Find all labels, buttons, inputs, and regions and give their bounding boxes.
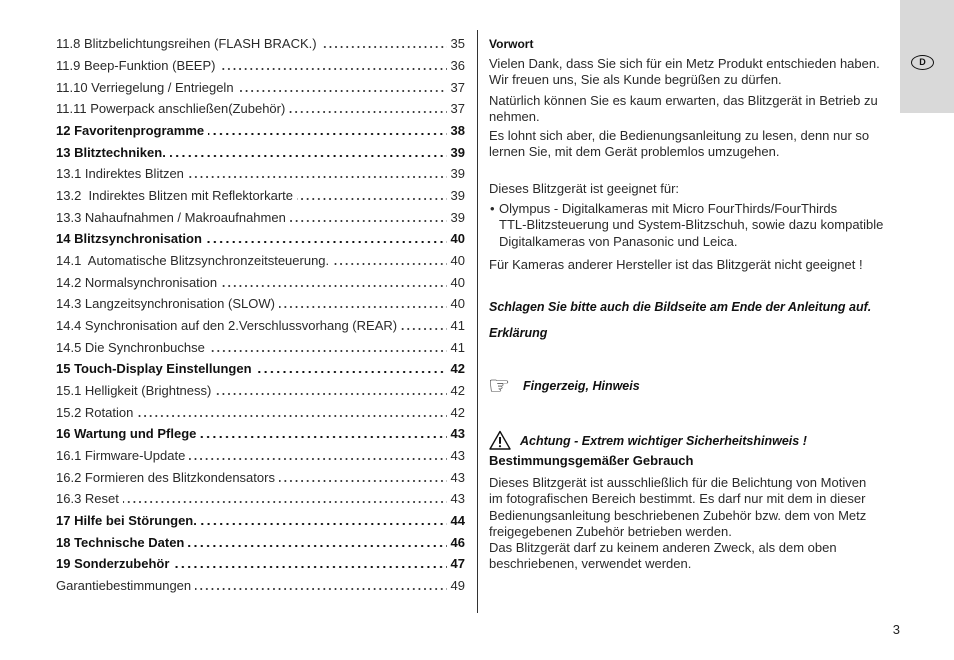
toc-entry-title: 13.1 Indirektes Blitzen [56,166,184,182]
toc-entry-page: 43 [450,426,465,442]
toc-entry-page: 47 [450,556,465,572]
toc-leader-dots [279,480,447,482]
foreword-paragraph: Vielen Dank, dass Sie sich für ein Metz Produkt entschieden haben. Wir freuen uns, Sie als Kunde begrüßen zu dürfen. [489,56,880,88]
foreword-heading: Vorwort [489,37,534,51]
toc-entry-page: 37 [450,101,465,117]
toc-entry [56,315,465,337]
toc-leader-dots [123,501,447,503]
toc-entry-page: 35 [450,36,465,52]
toc-leader-dots [173,566,446,568]
toc-entry-page: 39 [450,209,465,225]
compatibility-intro: Dieses Blitzgerät ist geeignet für: [489,181,680,196]
toc-entry-page: 39 [450,166,465,182]
toc-entry-title: 11.9 Beep-Funktion (BEEP) [56,58,216,73]
toc-entry-title: 11.8 Blitzbelichtungsreihen (FLASH BRACK.) [56,36,317,52]
picture-page-note: Schlagen Sie bitte auch die Bildseite am Ende der Anleitung auf. [489,300,872,314]
toc-entry [56,380,465,402]
toc-entry-page: 41 [450,318,465,334]
toc-entry-title: 16 Wartung und Pflege [56,426,197,442]
toc-entry [56,206,465,228]
pointing-hand-icon [488,372,510,400]
toc-entry [56,33,465,55]
toc-entry-page: 49 [450,578,465,594]
toc-entry-page: 39 [450,188,465,204]
warning-triangle-icon [489,430,511,450]
intended-use-heading: Bestimmungsgemäßer Gebrauch [489,453,694,468]
toc-leader-dots [206,241,447,243]
toc-entry-title: 16.3 Reset [56,491,119,507]
toc-entry [56,120,465,142]
toc-entry [56,76,465,98]
toc-leader-dots [279,306,447,308]
toc-entry [56,531,465,553]
toc-entry [56,466,465,488]
toc-leader-dots [209,350,447,352]
compatibility-item: Olympus - Digitalkameras mit Micro FourThirds/FourThirds TTL-Blitzsteuerung und System-Blitzschuh, sowie dazu kompatible Digitalkameras von Panasonic und Leica. [499,201,884,249]
toc-entry-page: 40 [450,253,465,269]
toc-entry-page: 42 [450,404,465,420]
toc-entry [56,510,465,532]
toc-entry [56,336,465,358]
legend-heading: Erklärung [489,326,548,340]
toc-entry [56,445,465,467]
toc-entry-page: 46 [450,534,465,550]
toc-entry-title: 14 Blitzsynchronisation [56,231,202,247]
page-number: 3 [892,622,900,637]
toc-leader-dots [208,133,446,135]
language-tab [900,0,954,113]
toc-entry-page: 43 [450,491,465,507]
toc-leader-dots [201,523,447,525]
toc-entry [56,141,465,163]
toc-entry [56,553,465,575]
toc-entry [56,185,465,207]
toc-leader-dots [137,415,446,417]
toc-entry-title: Garantiebestimmungen [56,578,192,594]
toc-leader-dots [215,393,446,395]
toc-entry-title: 14.1 Automatische Blitzsynchronzeitsteuerung. [56,253,330,269]
toc-entry-title: 13.3 Nahaufnahmen / Makroaufnahmen [56,209,286,225]
toc-leader-dots [219,68,446,70]
toc-entry [56,358,465,380]
toc-entry-title: 13.2 Indirektes Blitzen mit Reflektorkarte [56,188,293,204]
toc-entry [56,575,465,597]
toc-entry-title: 11.11 Powerpack anschließen(Zubehör) [56,101,286,117]
toc-entry-title: 14.4 Synchronisation auf den 2.Verschlussvorhang (REAR) [56,318,398,334]
toc-entry-title: 15.2 Rotation [56,404,134,420]
toc-entry-page: 36 [450,58,465,73]
toc-entry [56,423,465,445]
toc-entry-title: 19 Sonderzubehör [56,556,170,572]
toc-leader-dots [189,458,446,460]
toc-entry-page: 42 [450,383,465,399]
toc-leader-dots [195,588,446,590]
toc-entry-page: 44 [450,513,465,529]
incompatibility-note: Für Kameras anderer Hersteller ist das Blitzgerät nicht geeignet ! [489,257,863,272]
toc-entry-title: 14.2 Normalsynchronisation [56,274,218,290]
language-badge: D [911,55,934,70]
toc-entry-title: 16.1 Firmware-Update [56,448,186,464]
toc-leader-dots [200,436,446,438]
toc-entry-page: 40 [450,231,465,247]
compatibility-list [489,201,883,250]
toc-entry-page: 39 [450,144,465,160]
toc-leader-dots [333,263,446,265]
toc-entry [56,488,465,510]
toc-entry [56,293,465,315]
toc-leader-dots [221,285,446,287]
toc-leader-dots [256,371,447,373]
toc-entry-title: 18 Technische Daten [56,534,185,550]
toc-entry-title: 15 Touch-Display Einstellungen [56,361,252,377]
toc-entry-page: 40 [450,274,465,290]
toc-entry-title: 15.1 Helligkeit (Brightness) [56,383,212,399]
toc-entry [56,228,465,250]
toc-entry [56,55,465,77]
toc-leader-dots [188,545,446,547]
toc-leader-dots [170,155,447,157]
toc-entry [56,163,465,185]
toc-entry-page: 42 [450,361,465,377]
foreword-paragraph: Es lohnt sich aber, die Bedienungsanleitung zu lesen, denn nur so lernen Sie, mit dem Gerät problemlos umzugehen. [489,128,870,160]
toc-entry-title: 12 Favoritenprogramme [56,123,205,139]
toc-entry-page: 37 [450,79,465,95]
toc-entry [56,401,465,423]
toc-entry-title: 13 Blitztechniken. [56,144,166,160]
toc-entry [56,250,465,272]
toc-entry-title: 17 Hilfe bei Störungen. [56,513,197,529]
foreword-paragraph: Natürlich können Sie es kaum erwarten, das Blitzgerät in Betrieb zu nehmen. [489,93,878,125]
toc-leader-dots [238,90,447,92]
toc-entry-title: 16.2 Formieren des Blitzkondensators [56,469,275,485]
column-divider [477,30,478,613]
toc-entry-page: 38 [450,123,465,139]
table-of-contents [56,33,465,596]
toc-entry-page: 43 [450,469,465,485]
toc-entry [56,271,465,293]
toc-entry-title: 11.10 Verriegelung / Entriegeln [56,79,234,95]
warning-legend-label: Achtung - Extrem wichtiger Sicherheitshinweis ! [520,434,807,448]
toc-leader-dots [188,176,447,178]
toc-entry-page: 41 [450,339,465,355]
toc-leader-dots [401,328,446,330]
toc-entry-title: 14.3 Langzeitsynchronisation (SLOW) [56,296,275,312]
list-bullet: • [490,201,495,216]
toc-leader-dots [321,46,447,48]
toc-entry-title: 14.5 Die Synchronbuchse [56,339,205,355]
hint-legend-label: Fingerzeig, Hinweis [523,379,640,393]
toc-entry-page: 43 [450,448,465,464]
toc-leader-dots [290,220,447,222]
intended-use-text: Dieses Blitzgerät ist ausschließlich für die Belichtung von Motiven im fotografischen Bereich bestimmt. Es darf nur mit dem in dieser Bedienungsanleitung beschriebenen Zubehör bzw. dem von Metz freigegebenen Zubehör betrieben werden. Das Blitzgerät darf zu keinem anderen Zweck, als dem oben beschriebenen, verwendet werden. [489,475,867,572]
toc-leader-dots [297,198,447,200]
toc-entry [56,98,465,120]
toc-leader-dots [289,111,446,113]
toc-entry-page: 40 [450,296,465,312]
